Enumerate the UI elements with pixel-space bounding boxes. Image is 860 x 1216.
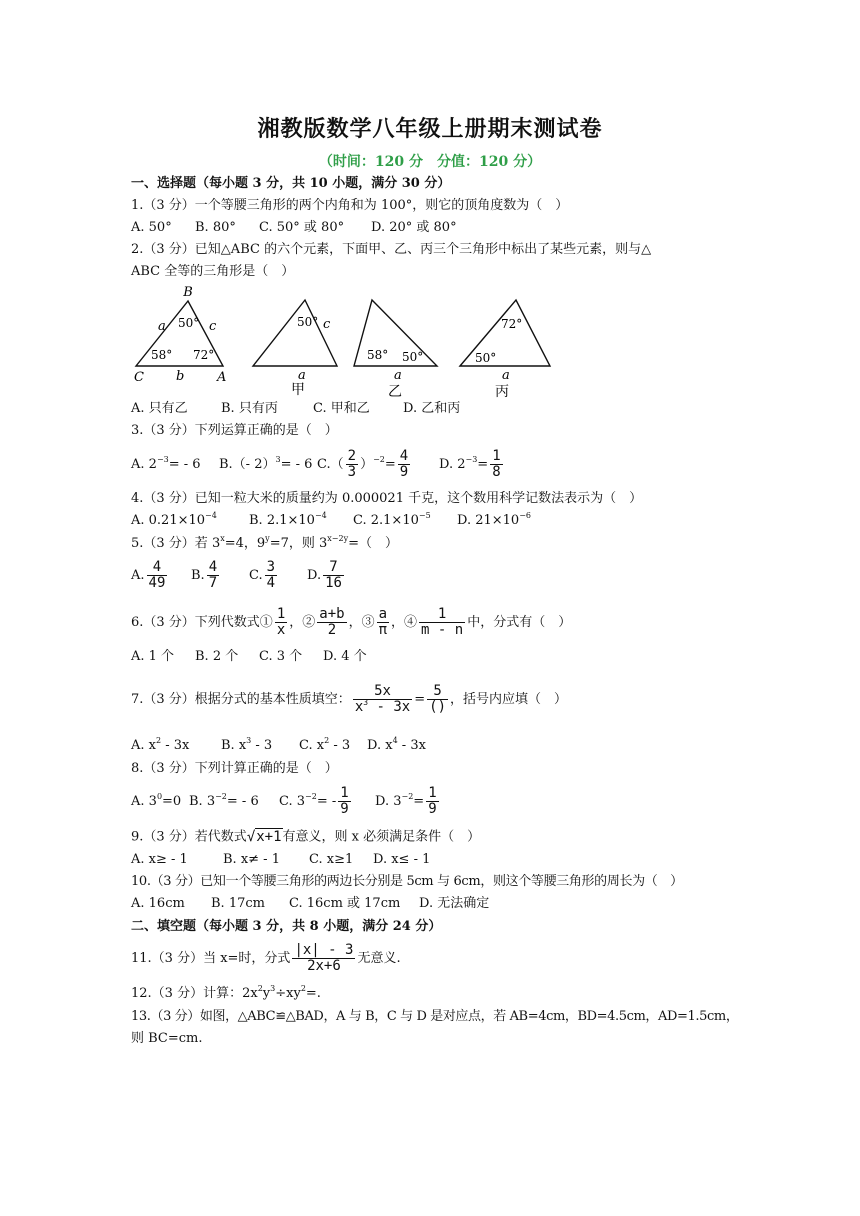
- section-2-heading: 二、填空题（每小题 3 分，共 8 小题，满分 24 分）: [131, 919, 442, 934]
- q1-option-c[interactable]: C. 50° 或 80°: [259, 220, 345, 235]
- jia-angle: 50°: [297, 315, 319, 329]
- section-1-heading: 一、选择题（每小题 3 分，共 10 小题，满分 30 分）: [131, 176, 451, 191]
- q8-option-b[interactable]: B. $3^{-2}= - 6$: [189, 792, 259, 809]
- label-side-a: a: [158, 319, 166, 334]
- triangle-jia: [253, 300, 337, 398]
- q11-stem: 11.（3 分）当 x=时，分式 $\frac{|x| - 3}{2x+6}$ 无意义.: [131, 942, 401, 974]
- q4-option-a[interactable]: A. $0.21\times 10^{-4}$: [131, 511, 217, 528]
- q2-option-a[interactable]: A. 只有乙: [131, 401, 188, 416]
- q5-options: [131, 558, 346, 594]
- triangle-yi: [354, 300, 437, 400]
- q2-stem-line1: 2.（3 分）已知△ABC 的六个元素，下面甲、乙、丙三个三角形中标出了某些元素，则与△: [131, 242, 652, 257]
- q6-option-b[interactable]: B. 2 个: [195, 649, 239, 664]
- label-side-b: b: [176, 369, 185, 384]
- q5-option-c[interactable]: C. $\frac{3}{4}$: [249, 559, 276, 591]
- label-side-c: c: [209, 319, 217, 334]
- jia-side-c: c: [323, 317, 331, 332]
- q3-option-b[interactable]: B.（- 2）$^3$= - 6: [219, 455, 313, 472]
- q13-line1: 13.（3 分）如图，△ABC≌△BAD，A 与 B，C 与 D 是对应点，若 AB=4cm，BD=4.5cm，AD=1.5cm，: [131, 1009, 739, 1024]
- q10-option-d[interactable]: D. 无法确定: [419, 896, 490, 911]
- q2-option-b[interactable]: B. 只有丙: [221, 401, 278, 416]
- bing-angle-2: 50°: [475, 351, 497, 365]
- bing-angle-1: 72°: [501, 317, 523, 331]
- q9-stem: 9.（3 分）若代数式√x+1有意义，则 x 必须满足条件（ ）: [131, 829, 481, 845]
- triangle-abc: [134, 285, 226, 385]
- q2-stem-line2: ABC 全等的三角形是（ ）: [131, 264, 295, 279]
- q7-options: [131, 737, 426, 755]
- jia-side-a: a: [298, 368, 306, 383]
- q2-triangle-figure: [131, 284, 561, 402]
- q3-c-fraction: $\frac{2}{3}$: [347, 448, 357, 480]
- q6-option-a[interactable]: A. 1 个: [131, 649, 175, 664]
- q6-option-d[interactable]: D. 4 个: [323, 649, 367, 664]
- q4-option-d[interactable]: D. $21\times 10^{-6}$: [457, 511, 531, 528]
- q4-option-b[interactable]: B. $2.1\times 10^{-4}$: [249, 511, 327, 528]
- q10-option-b[interactable]: B. 17cm: [211, 896, 265, 911]
- q6-stem: 6.（3 分）下列代数式① $\frac{1}{x}$ ，② $\frac{a+b}{2}$ ，③ $\frac{a}{\pi}$ ，④ $\frac{1}{m - n}$ 中，分式有（ ）: [131, 606, 572, 638]
- q5-option-d[interactable]: D. $\frac{7}{16}$: [307, 559, 342, 591]
- q5-option-a[interactable]: A. $\frac{4}{49}$: [131, 559, 166, 591]
- q10-options: [131, 895, 489, 913]
- q5-stem: 5.（3 分）若 $3^x=4$，$9^y=7$，则 $3^{x-2y}=$（ ）: [131, 534, 399, 551]
- q3-options: [131, 447, 505, 483]
- q8-option-c[interactable]: C. $3^{-2}=$ - $\frac{1}{9}$: [279, 785, 349, 817]
- label-angle-c: 58°: [151, 348, 173, 362]
- q3-option-a[interactable]: A. $2^{-3}= - 6$: [131, 455, 201, 472]
- q4-option-c[interactable]: C. $2.1\times 10^{-5}$: [353, 511, 431, 528]
- q3-option-c[interactable]: C.（ $\frac{2}{3}$ ）$^{-2}$= $\frac{4}{9}$: [317, 448, 409, 480]
- q10-option-c[interactable]: C. 16cm 或 17cm: [289, 896, 401, 911]
- q7-stem: 7.（3 分）根据分式的基本性质填空： $\frac{5x}{x^3 - 3x}$ = $\frac{5}{()}$ ，括号内应填（ ）: [131, 683, 568, 715]
- q3-d-fraction: $\frac{1}{8}$: [492, 448, 501, 480]
- q6-option-c[interactable]: C. 3 个: [259, 649, 303, 664]
- q8-stem: 8.（3 分）下列计算正确的是（ ）: [131, 761, 338, 776]
- q10-option-a[interactable]: A. 16cm: [131, 896, 185, 911]
- q9-option-b[interactable]: B. x≠ - 1: [223, 852, 280, 867]
- q1-option-b[interactable]: B. 80°: [195, 220, 236, 235]
- q2-options: [131, 400, 460, 418]
- bing-side-a: a: [502, 368, 510, 383]
- q13-line2: 则 BC=cm.: [131, 1031, 203, 1046]
- yi-name: 乙: [388, 384, 402, 400]
- q7-option-d[interactable]: D. $x^4 - 3x$: [367, 736, 426, 753]
- label-angle-b: 50°: [178, 316, 200, 330]
- q4-stem: 4.（3 分）已知一粒大米的质量约为 0.000021 千克，这个数用科学记数法表示为（ ）: [131, 491, 643, 506]
- q7-option-b[interactable]: B. $x^3 - 3$: [221, 736, 273, 753]
- q10-stem: 10.（3 分）已知一个等腰三角形的两边长分别是 5cm 与 6cm，则这个等腰三角形的周长为（ ）: [131, 874, 683, 889]
- q5-option-b[interactable]: B. $\frac{4}{7}$: [191, 559, 218, 591]
- label-vertex-a: A: [217, 370, 227, 385]
- label-vertex-b: B: [183, 285, 193, 300]
- jia-name: 甲: [291, 382, 305, 398]
- yi-angle-2: 50°: [402, 350, 424, 364]
- page-subtitle: （时间：120 分 分值：120 分）: [318, 154, 542, 170]
- label-angle-a: 72°: [193, 348, 215, 362]
- yi-side-a: a: [394, 368, 402, 383]
- q9-radical: √x+1: [246, 829, 282, 845]
- q3-c-result-fraction: $\frac{4}{9}$: [399, 448, 409, 480]
- q8-option-a[interactable]: A. $3^0=0$: [131, 792, 182, 809]
- q1-option-a[interactable]: A. 50°: [131, 220, 172, 235]
- q7-option-c[interactable]: C. $x^2 - 3$: [299, 736, 351, 753]
- triangle-bing: [460, 300, 550, 400]
- q1-options: [131, 219, 457, 237]
- q12-stem: 12.（3 分）计算：$2x^2y^3\div xy^2=$.: [131, 984, 321, 1001]
- q7-option-a[interactable]: A. $x^2 - 3x$: [131, 736, 190, 753]
- q9-option-d[interactable]: D. x≤ - 1: [373, 852, 431, 867]
- bing-name: 丙: [495, 384, 509, 400]
- q3-option-d[interactable]: D. $2^{-3}=$ $\frac{1}{8}$: [439, 448, 501, 480]
- label-vertex-c: C: [134, 370, 144, 385]
- q9-option-a[interactable]: A. x≥ - 1: [131, 852, 188, 867]
- page-title: 湘教版数学八年级上册期末测试卷: [257, 116, 603, 142]
- q4-options: [131, 512, 531, 530]
- q8-option-d[interactable]: D. $3^{-2}=$ $\frac{1}{9}$: [375, 785, 437, 817]
- q8-options: [131, 784, 441, 820]
- q1-option-d[interactable]: D. 20° 或 80°: [371, 220, 457, 235]
- yi-angle-1: 58°: [367, 348, 389, 362]
- q9-options: [131, 851, 430, 869]
- q3-stem: 3.（3 分）下列运算正确的是（ ）: [131, 423, 338, 438]
- q2-option-c[interactable]: C. 甲和乙: [313, 401, 370, 416]
- q2-option-d[interactable]: D. 乙和丙: [403, 401, 461, 416]
- q6-options: [131, 648, 367, 666]
- q9-option-c[interactable]: C. x≥1: [309, 852, 354, 867]
- q1-stem: 1.（3 分）一个等腰三角形的两个内角和为 100°，则它的顶角度数为（ ）: [131, 198, 569, 213]
